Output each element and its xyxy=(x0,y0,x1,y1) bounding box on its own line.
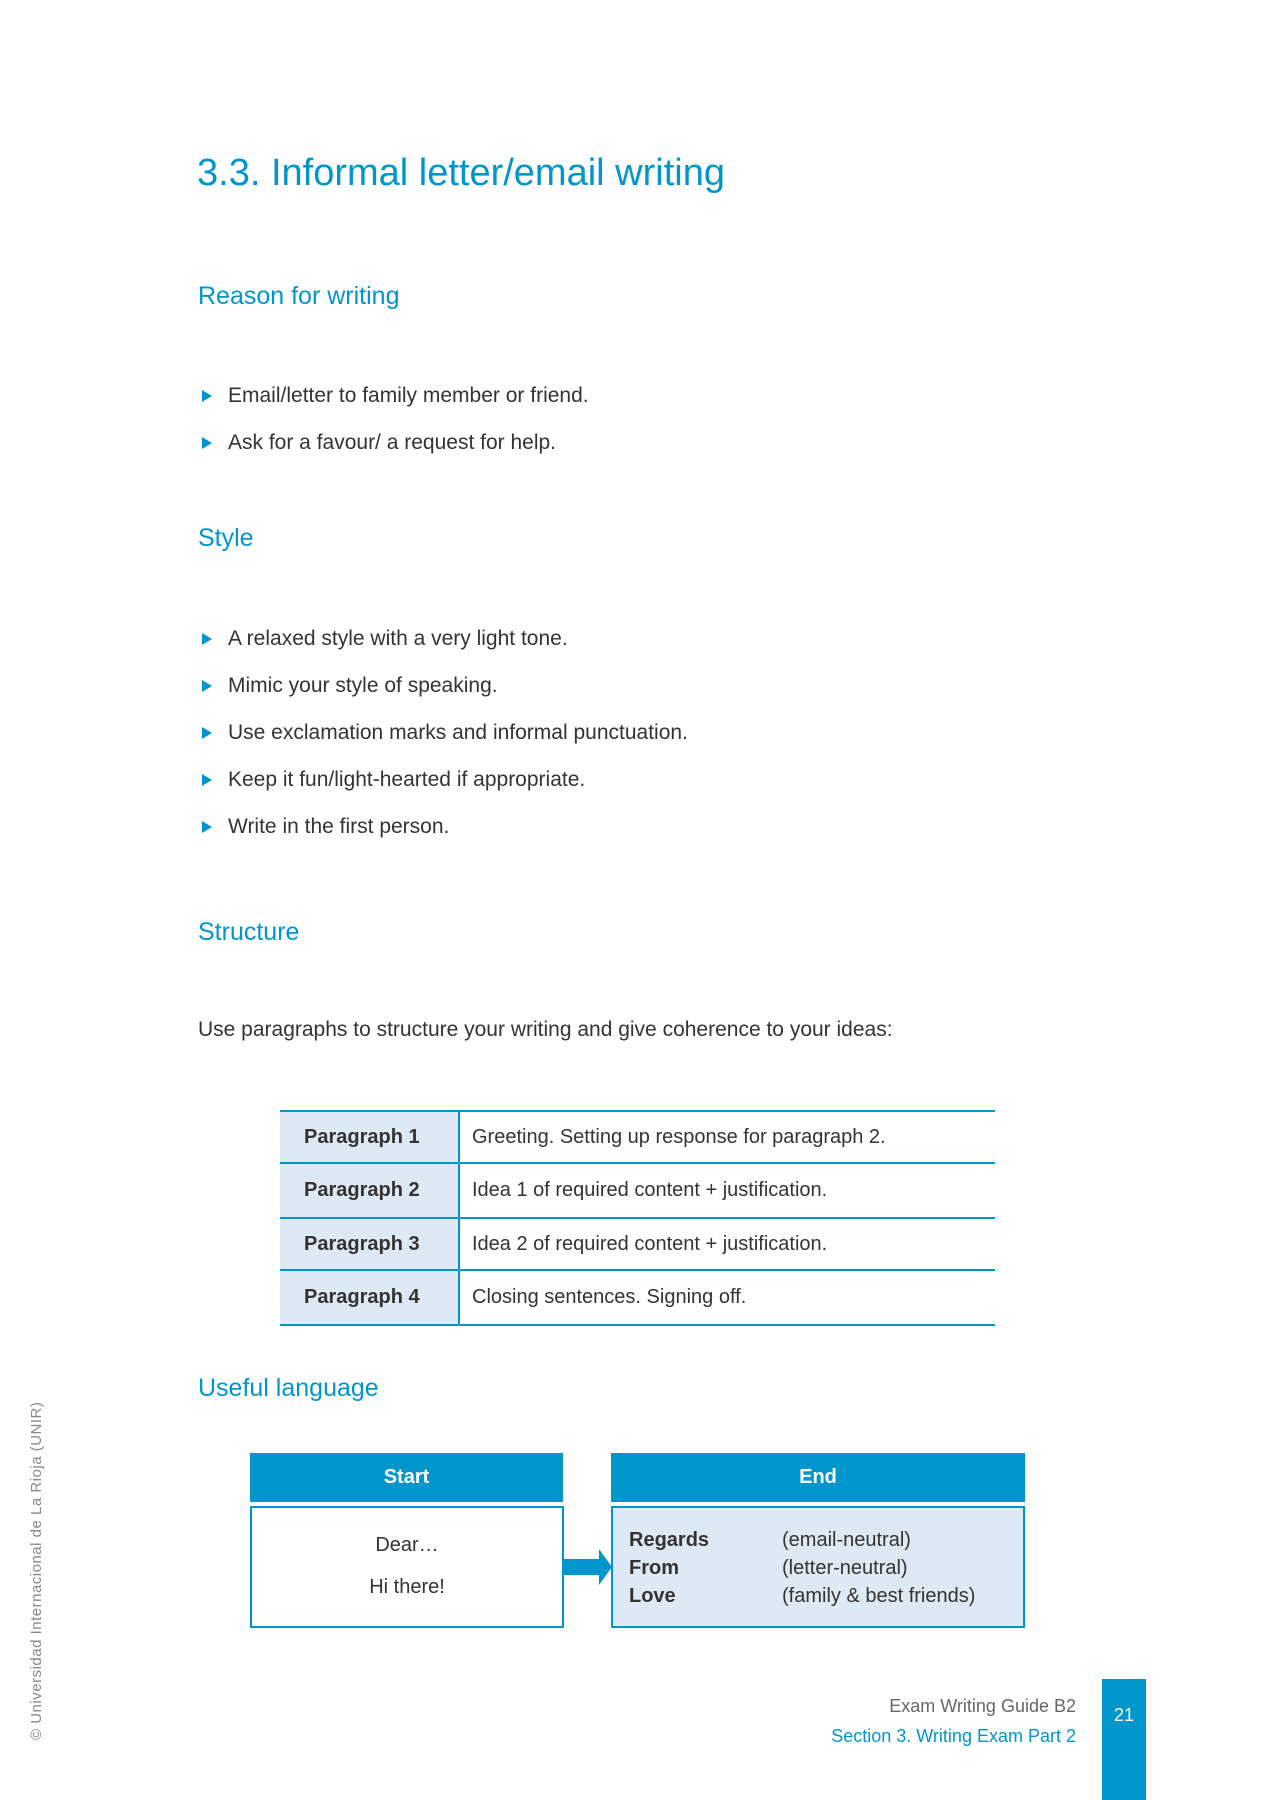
list-item-text: Keep it fun/light-hearted if appropriate. xyxy=(228,768,586,791)
triangle-bullet-icon xyxy=(202,821,212,833)
row-label: Paragraph 4 xyxy=(280,1270,459,1325)
list-item xyxy=(200,673,688,720)
triangle-bullet-icon xyxy=(202,680,212,692)
triangle-bullet-icon xyxy=(202,437,212,449)
end-box xyxy=(611,1506,1025,1628)
end-word: Regards xyxy=(629,1529,710,1551)
start-box xyxy=(250,1506,564,1628)
list-item-text: Mimic your style of speaking. xyxy=(228,674,498,697)
end-phrase-row xyxy=(629,1554,1023,1582)
reason-bullet-list xyxy=(200,383,589,477)
paragraph-structure-table xyxy=(280,1110,995,1326)
list-item-text: Use exclamation marks and informal punctuation. xyxy=(228,721,688,744)
table-row xyxy=(280,1218,995,1270)
end-word: From xyxy=(629,1557,679,1579)
end-phrase-row xyxy=(629,1526,1023,1554)
end-note: (family & best friends) xyxy=(782,1585,976,1607)
heading-style: Style xyxy=(198,524,254,552)
triangle-bullet-icon xyxy=(202,774,212,786)
page-title: 3.3. Informal letter/email writing xyxy=(197,152,725,194)
triangle-bullet-icon xyxy=(202,390,212,402)
end-note: (letter-neutral) xyxy=(782,1557,908,1579)
triangle-bullet-icon xyxy=(202,633,212,645)
style-bullet-list xyxy=(200,626,688,861)
row-label: Paragraph 2 xyxy=(280,1163,459,1218)
list-item-text: Write in the first person. xyxy=(228,815,450,838)
footer-guide-title: Exam Writing Guide B2 xyxy=(889,1696,1076,1716)
table-row xyxy=(280,1111,995,1163)
copyright-notice: © Universidad Internacional de La Rioja (UNIR) xyxy=(28,1401,45,1740)
end-header: End xyxy=(611,1453,1025,1502)
list-item xyxy=(200,814,688,861)
start-phrase: Dear… xyxy=(375,1534,439,1556)
list-item-text: A relaxed style with a very light tone. xyxy=(228,627,568,650)
list-item xyxy=(200,430,589,477)
structure-intro: Use paragraphs to structure your writing and give coherence to your ideas: xyxy=(198,1018,893,1041)
end-note: (email-neutral) xyxy=(782,1529,911,1551)
heading-structure: Structure xyxy=(198,918,300,946)
list-item-text: Email/letter to family member or friend. xyxy=(228,384,589,407)
start-phrase: Hi there! xyxy=(369,1576,445,1598)
table-row xyxy=(280,1163,995,1218)
list-item xyxy=(200,720,688,767)
row-text: Idea 1 of required content + justification. xyxy=(459,1163,995,1218)
heading-reason-for-writing: Reason for writing xyxy=(198,282,400,310)
list-item xyxy=(200,767,688,814)
row-text: Greeting. Setting up response for paragraph 2. xyxy=(459,1111,995,1163)
start-header: Start xyxy=(250,1453,563,1502)
heading-useful-language: Useful language xyxy=(198,1374,379,1402)
row-text: Idea 2 of required content + justification. xyxy=(459,1218,995,1270)
arrow-right-icon xyxy=(563,1549,613,1585)
end-word: Love xyxy=(629,1585,676,1607)
list-item-text: Ask for a favour/ a request for help. xyxy=(228,431,557,454)
list-item xyxy=(200,626,688,673)
list-item xyxy=(200,383,589,430)
triangle-bullet-icon xyxy=(202,727,212,739)
table-row xyxy=(280,1270,995,1325)
row-label: Paragraph 3 xyxy=(280,1218,459,1270)
row-label: Paragraph 1 xyxy=(280,1111,459,1163)
footer-section-title: Section 3. Writing Exam Part 2 xyxy=(831,1726,1076,1746)
page-number: 21 xyxy=(1102,1679,1146,1800)
row-text: Closing sentences. Signing off. xyxy=(459,1270,995,1325)
end-phrase-row xyxy=(629,1582,1023,1610)
